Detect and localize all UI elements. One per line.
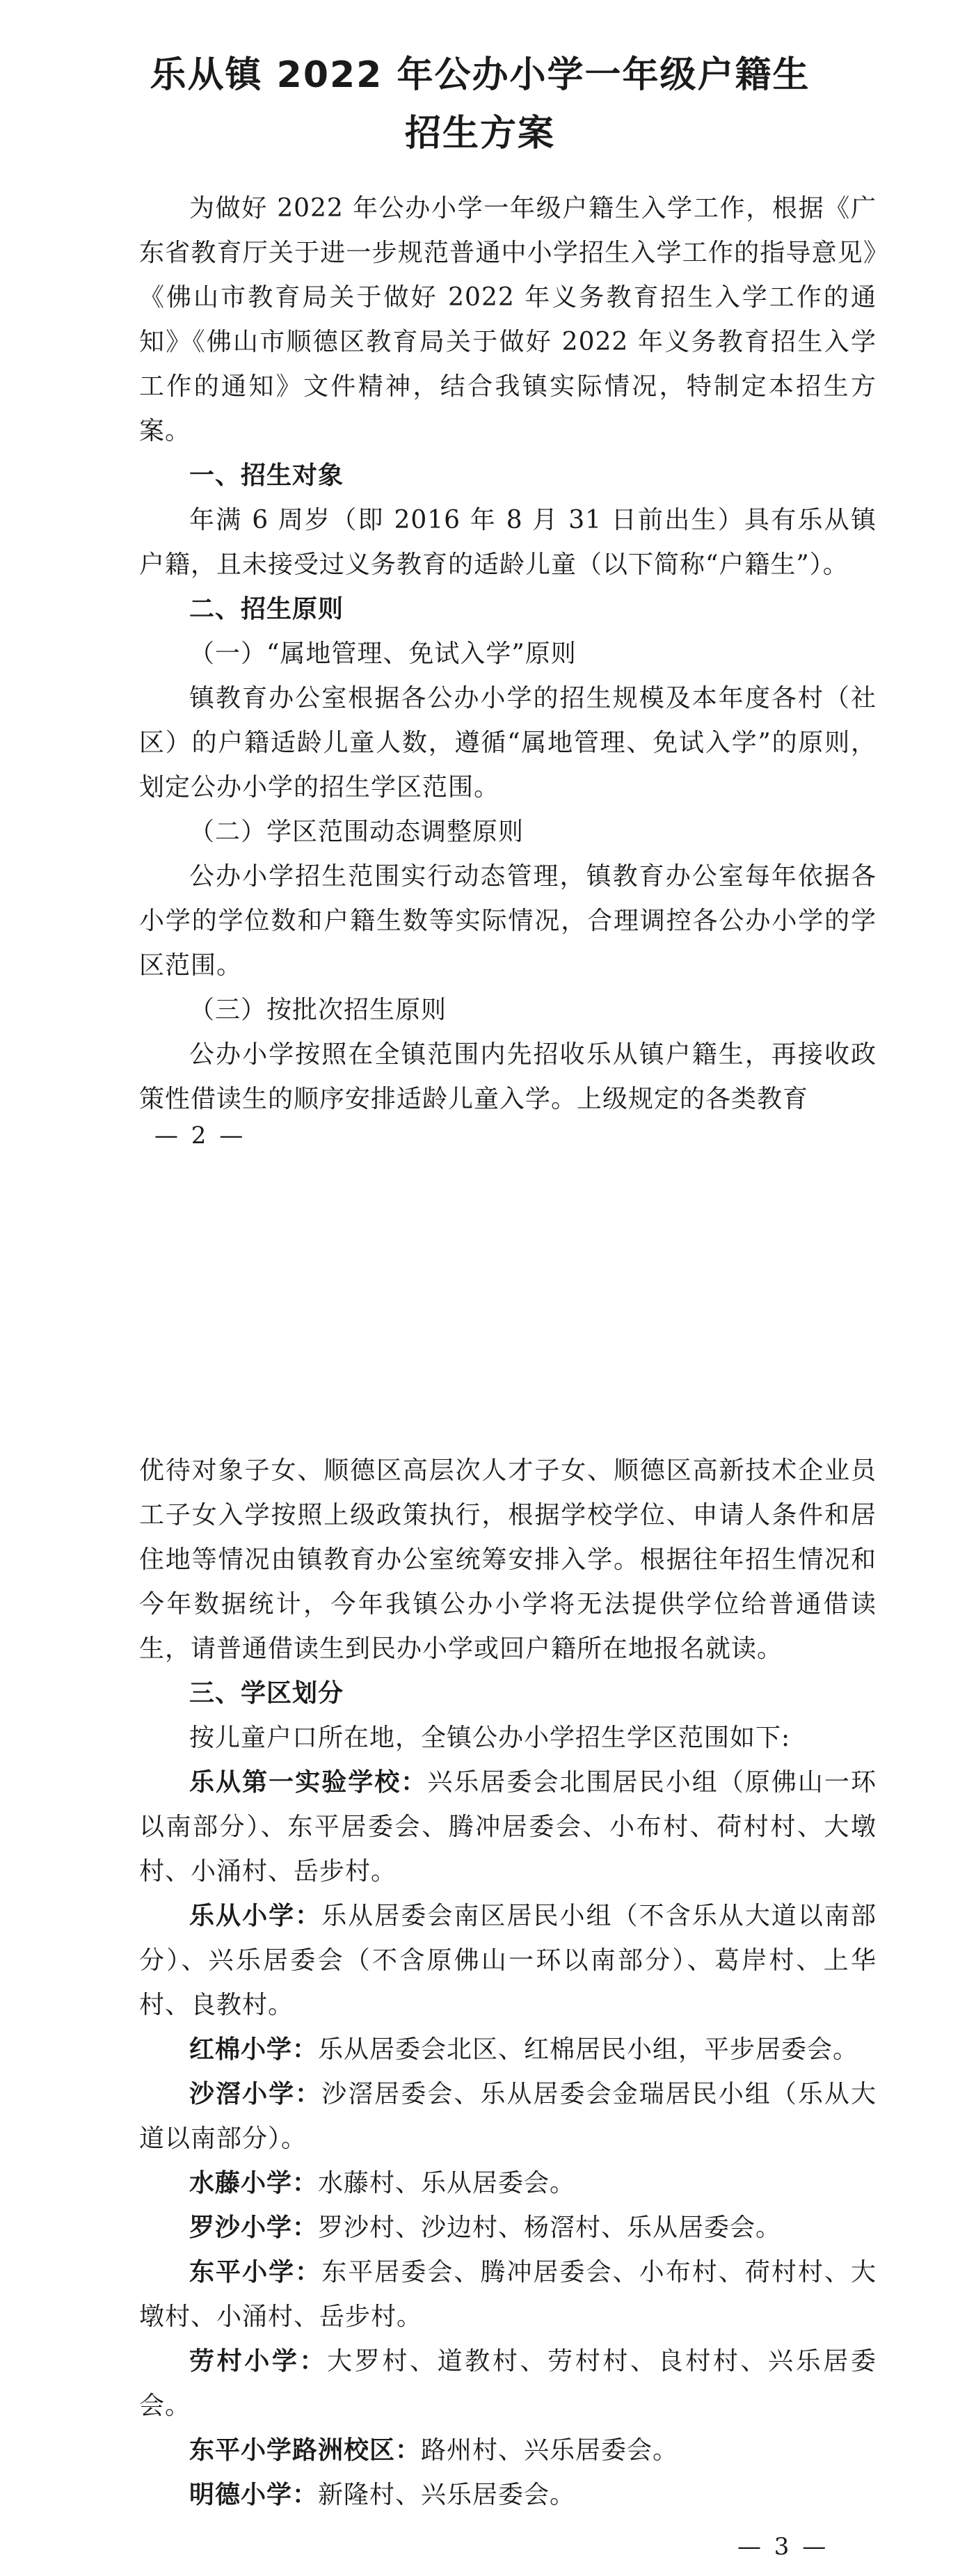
school-name: 乐从第一实验学校：: [189, 1768, 428, 1797]
school-entry: [139, 2028, 877, 2072]
principle2-text: 公办小学招生范围实行动态管理，镇教育办公室每年依据各小学的学位数和户籍生数等实际情况，合理调控各公办小学的学区范围。: [139, 862, 877, 980]
school-name: 乐从小学：: [189, 1902, 322, 1930]
school-name: 东平小学路洲校区：: [189, 2436, 422, 2465]
section2-heading: 二、招生原则: [189, 595, 344, 623]
school-areas: 大罗村、道教村、劳村村、良村村、兴乐居委会。: [139, 2347, 877, 2420]
document-title-line2: 招生方案: [404, 113, 555, 154]
school-name: 劳村小学：: [189, 2347, 328, 2376]
school-name: 沙滘小学：: [189, 2080, 322, 2108]
section3-heading: 三、学区划分: [189, 1679, 344, 1708]
continued-paragraph: 优待对象子女、顺德区高层次人才子女、顺德区高新技术企业员工子女入学按照上级政策执行，根据学校学位、申请人条件和居住地等情况由镇教育办公室统筹安排入学。根据往年招生情况和今年数据统计，今年我镇公办小学将无法提供学位给普通借读生，请普通借读生到民办小学或回户籍所在地报名就读。: [139, 1456, 877, 1663]
school-entry: [139, 2250, 877, 2339]
school-entry: [139, 2206, 877, 2250]
school-entry: [139, 1760, 877, 1894]
school-entry: [139, 2072, 877, 2161]
school-name: 水藤小学：: [189, 2169, 319, 2197]
school-name: 罗沙小学：: [189, 2213, 319, 2242]
school-entry: [139, 2339, 877, 2428]
school-areas: 东平居委会、腾冲居委会、小布村、荷村村、大墩村、小涌村、岳步村。: [139, 2258, 877, 2331]
principle1-heading: （一）“属地管理、免试入学”原则: [189, 639, 577, 668]
document-title-line1: 乐从镇 2022 年公办小学一年级户籍生: [150, 54, 810, 96]
section3-intro: 按儿童户口所在地，全镇公办小学招生学区范围如下:: [189, 1724, 791, 1752]
section1-text: 年满 6 周岁（即 2016 年 8 月 31 日前出生）具有乐从镇户籍，且未接受过义务教育的适龄儿童（以下简称“户籍生”）。: [139, 506, 877, 579]
principle1-text: 镇教育办公室根据各公办小学的招生规模及本年度各村（社区）的户籍适龄儿童人数，遵循“属地管理、免试入学”的原则，划定公办小学的招生学区范围。: [139, 684, 877, 802]
school-name: 红棉小学：: [189, 2035, 319, 2064]
school-entry: [139, 1894, 877, 2028]
school-areas: 水藤村、乐从居委会。: [318, 2169, 576, 2197]
school-areas: 乐从居委会北区、红棉居民小组，平步居委会。: [318, 2035, 859, 2064]
school-name: 东平小学：: [189, 2258, 322, 2287]
school-entry: [139, 2473, 877, 2518]
intro-paragraph: 为做好 2022 年公办小学一年级户籍生入学工作，根据《广东省教育厅关于进一步规范普通中小学招生入学工作的指导意见》《佛山市教育局关于做好 2022 年义务教育招生入学工作的通知》《佛山市顺德区教育局关于做好 2022 年义务教育招生入学工作的通知》文件精神，结合我镇实际情况，特制定本招生方案。: [139, 194, 877, 445]
school-areas: 路州村、兴乐居委会。: [421, 2436, 679, 2465]
principle3-text: 公办小学按照在全镇范围内先招收乐从镇户籍生，再接收政策性借读生的顺序安排适龄儿童入学。上级规定的各类教育: [139, 1040, 877, 1113]
school-entry: [139, 2161, 877, 2206]
school-areas: 沙滘居委会、乐从居委会金瑞居民小组（乐从大道以南部分）。: [139, 2080, 877, 2153]
page-number-3: — 3 —: [737, 2533, 829, 2561]
school-areas: 新隆村、兴乐居委会。: [318, 2481, 576, 2509]
section1-heading: 一、招生对象: [189, 461, 344, 490]
principle3-heading: （三）按批次招生原则: [189, 996, 447, 1024]
school-areas: 罗沙村、沙边村、杨滘村、乐从居委会。: [318, 2213, 782, 2242]
school-name: 明德小学：: [189, 2481, 319, 2509]
school-areas: 兴乐居委会北围居民小组（原佛山一环以南部分）、东平居委会、腾冲居委会、小布村、荷村村、大墩村、小涌村、岳步村。: [139, 1768, 877, 1886]
page-number-2: — 2 —: [154, 1122, 246, 1150]
school-entry: [139, 2428, 877, 2473]
school-areas: 乐从居委会南区居民小组（不含乐从大道以南部分）、兴乐居委会（不含原佛山一环以南部分）、葛岸村、上华村、良教村。: [139, 1902, 877, 2019]
principle2-heading: （二）学区范围动态调整原则: [189, 818, 525, 846]
